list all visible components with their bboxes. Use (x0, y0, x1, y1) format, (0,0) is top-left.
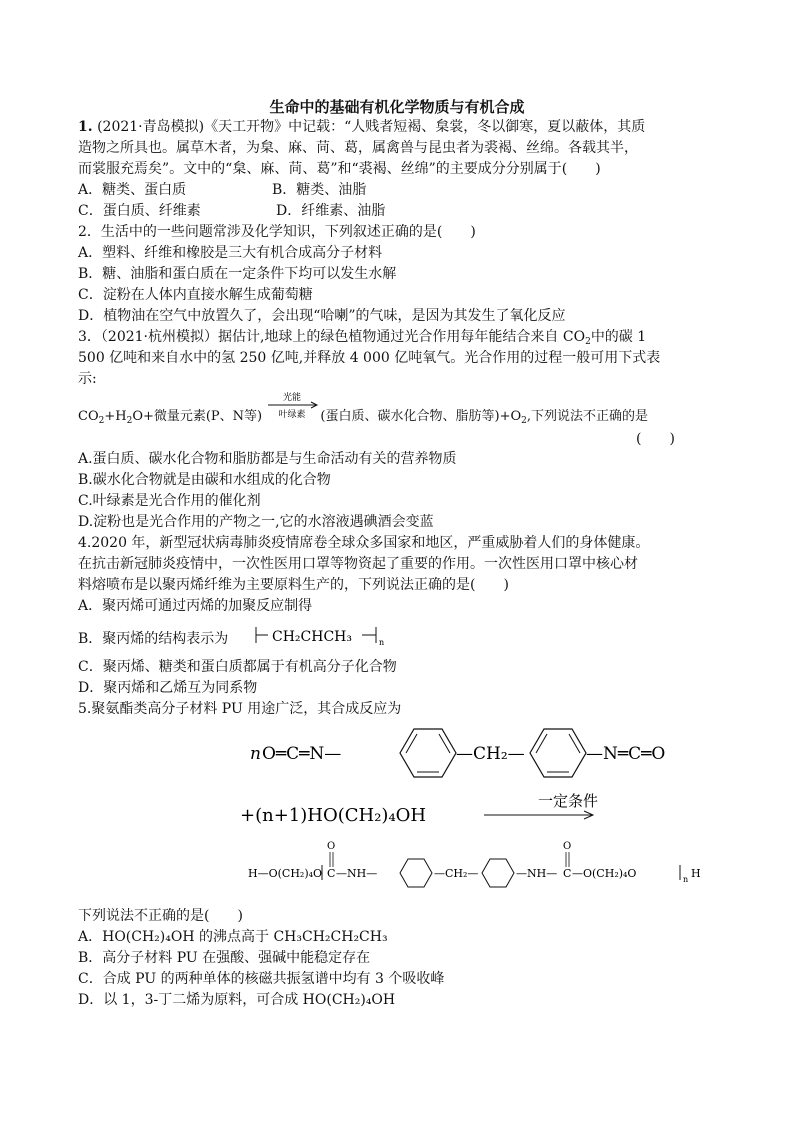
q3-text-1a: 3．（2021·杭州模拟）据估计,地球上的绿色植物通过光合作用每年能结合来自 CO (78, 329, 586, 345)
eq-co2: CO (78, 409, 99, 424)
q2-option-c: C．淀粉在人体内直接水解生成葡萄糖 (78, 287, 313, 303)
q3-line2: 500 亿吨和来自水中的氢 250 亿吨,并释放 4 000 亿吨氧气。光合作用的过程一般可用下式表 (78, 350, 661, 366)
q4-line2: 在抗击新冠肺炎疫情中，一次性医用口罩等物资起了重要的作用。一次性医用口罩中核心材 (78, 556, 638, 572)
q1-option-a: A．糖类、蛋白质 (78, 182, 187, 198)
p-ch2: —CH₂— (434, 867, 479, 880)
p-right: —O(CH₂)₄O (572, 867, 637, 880)
p-left: H—O(CH₂)₄O (248, 867, 323, 880)
q4-option-b-text: B．聚丙烯的结构表示为 (78, 631, 229, 647)
q1-text-1: (2021·青岛模拟)《天工开物》中记载：“人贱者短褐、枲裳，冬以御寒，夏以蔽体，其质 (97, 119, 646, 135)
q2-option-d: D．植物油在空气中放置久了，会出现“哈喇”的气味，是因为其发生了氧化反应 (78, 308, 566, 324)
q5-option-b: B．高分子材料 PU 在强酸、强碱中能稳定存在 (78, 950, 371, 966)
polypropylene-n: n (379, 638, 385, 647)
p-carbonyl-o-1: O (327, 841, 336, 852)
benzene-ring-1 (400, 729, 456, 777)
r1-n: n (250, 744, 261, 764)
p-nh-1: —NH— (336, 867, 378, 880)
q4-option-b (78, 629, 228, 650)
p-carbonyl-o-2: O (563, 841, 572, 852)
q4-line3: 料熔喷布是以聚丙烯纤维为主要原料生产的，下列说法正确的是( ) (78, 577, 509, 593)
r1-isocyanate-right: —N═C═O (586, 744, 666, 764)
q5-stem: 5.聚氨酯类高分子材料 PU 用途广泛，其合成反应为 (78, 701, 402, 717)
q4-option-d: D．聚丙烯和乙烯互为同系物 (78, 680, 258, 696)
q1-line1 (78, 117, 645, 138)
q1-option-c: C．蛋白质、纤维素 (78, 203, 201, 219)
arrow-label-bottom: 叶绿素 (278, 410, 306, 420)
pu-reaction-scheme (240, 718, 720, 888)
q5-option-d: D．以 1，3-丁二烯为原料，可合成 HO(CH₂)₄OH (78, 992, 396, 1008)
benzene-ring-2 (530, 729, 586, 777)
q3-option-d: D.淀粉也是光合作用的产物之一,它的水溶液遇碘酒会变蓝 (78, 514, 434, 530)
q2-option-b: B．糖、油脂和蛋白质在一定条件下均可以发生水解 (78, 266, 397, 282)
p-carbonyl-1: C (327, 867, 336, 880)
q1-line2: 造物之所具也。属草木者，为枲、麻、苘、葛，属禽兽与昆虫者为裘褐、丝绵。各载其半， (78, 140, 638, 156)
product-benzene-1 (400, 859, 432, 887)
q3-answer-paren: ( ) (636, 431, 675, 447)
r1-ch2-bridge: —CH₂— (456, 744, 525, 764)
q3-equation: $CO_2+H_2O+$微量元素(P、N等) (蛋白质、碳水化合物、脂肪等)$+O_2$,下列说法不正确的是 (78, 409, 648, 426)
p-nh-2: —NH— (516, 867, 558, 880)
r2-diol: +(n+1)HO(CH₂)₄OH (240, 805, 427, 826)
p-n: n (683, 875, 689, 884)
q3-option-c: C.叶绿素是光合作用的催化剂 (78, 493, 261, 509)
q3-text-1b: 中的碳 1 (590, 329, 647, 345)
r1-isocyanate-left: O═C═N— (262, 744, 342, 764)
q3-option-b: B.碳水化合物就是由碳和水组成的化合物 (78, 472, 331, 488)
q1-line3: 而裳服充焉矣”。文中的“枲、麻、苘、葛”和“裘褐、丝绵”的主要成分分别属于( ) (78, 161, 601, 177)
page-title: 生命中的基础有机化学物质与有机合成 (269, 98, 525, 116)
reaction-condition: 一定条件 (538, 792, 599, 810)
polypropylene-formula (252, 621, 392, 651)
q3-line1: 3．（2021·杭州模拟）据估计,地球上的绿色植物通过光合作用每年能结合来自 $CO_2$中的碳 1 (78, 329, 647, 347)
q1-option-d: D．纤维素、油脂 (276, 203, 386, 219)
q2-stem: 2．生活中的一些问题常涉及化学知识，下列叙述正确的是( ) (78, 224, 476, 240)
eq-trace: O+微量元素(P、N等) (132, 409, 263, 424)
polypropylene-repeat-unit: CH₂CHCH₃ (272, 629, 352, 645)
q1-option-b: B．糖类、油脂 (272, 182, 367, 198)
eq-h2o: +H (104, 409, 127, 424)
q3-option-a: A.蛋白质、碳水化合物和脂肪都是与生命活动有关的营养物质 (78, 451, 457, 467)
q1-number: 1. (78, 119, 93, 135)
product-benzene-2 (482, 859, 514, 887)
q4-line1: 4.2020 年，新型冠状病毒肺炎疫情席卷全球众多国家和地区，严重威胁着人们的身体健康。 (78, 535, 650, 551)
p-carbonyl-2: C (563, 867, 572, 880)
q2-option-a: A．塑料、纤维和橡胶是三大有机合成高分子材料 (78, 245, 383, 261)
eq-products: (蛋白质、碳水化合物、脂肪等)+O (320, 409, 522, 424)
q3-line3: 示: (78, 371, 97, 387)
q5-question: 下列说法不正确的是( ) (78, 908, 243, 924)
q4-option-a: A．聚丙烯可通过丙烯的加聚反应制得 (78, 598, 313, 614)
arrow-label-top: 光能 (282, 393, 302, 403)
p-h: H (691, 867, 701, 880)
q5-option-a: A．HO(CH₂)₄OH 的沸点高于 CH₃CH₂CH₂CH₃ (78, 929, 388, 945)
reaction-arrow (266, 391, 322, 425)
eq-tail: ,下列说法不正确的是 (526, 409, 648, 424)
q4-option-c: C．聚丙烯、糖类和蛋白质都属于有机高分子化合物 (78, 659, 397, 675)
q5-option-c: C．合成 PU 的两种单体的核磁共振氢谱中均有 3 个吸收峰 (78, 971, 445, 987)
